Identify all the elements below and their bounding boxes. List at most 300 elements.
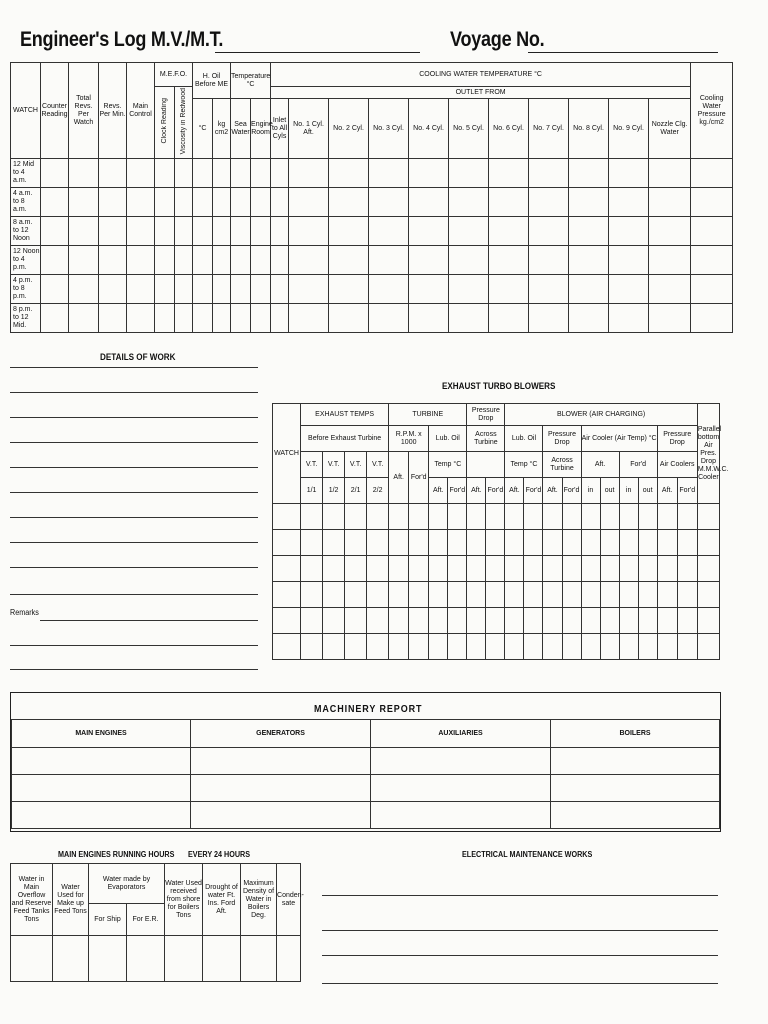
turbo-cell[interactable] [619, 556, 638, 582]
log-cell[interactable] [409, 159, 449, 188]
turbo-cell[interactable] [467, 556, 486, 582]
turbo-cell[interactable] [657, 556, 677, 582]
turbo-cell[interactable] [619, 530, 638, 556]
turbo-cell[interactable] [273, 530, 301, 556]
log-cell[interactable] [155, 275, 175, 304]
turbo-cell[interactable] [638, 504, 657, 530]
turbo-cell[interactable] [677, 634, 697, 660]
log-cell[interactable] [231, 304, 251, 333]
turbo-cell[interactable] [345, 556, 367, 582]
log-cell[interactable] [193, 275, 213, 304]
turbo-cell[interactable] [323, 634, 345, 660]
details-line[interactable] [10, 517, 258, 518]
details-line[interactable] [10, 542, 258, 543]
turbo-cell[interactable] [367, 556, 389, 582]
log-cell[interactable] [409, 275, 449, 304]
turbo-cell[interactable] [448, 608, 467, 634]
log-cell[interactable] [569, 304, 609, 333]
log-cell[interactable] [529, 246, 569, 275]
log-cell[interactable] [213, 217, 231, 246]
log-cell[interactable] [529, 304, 569, 333]
turbo-cell[interactable] [367, 530, 389, 556]
turbo-cell[interactable] [677, 530, 697, 556]
turbo-cell[interactable] [345, 582, 367, 608]
log-cell[interactable] [649, 246, 691, 275]
turbo-cell[interactable] [273, 504, 301, 530]
turbo-cell[interactable] [429, 608, 448, 634]
log-cell[interactable] [569, 217, 609, 246]
log-cell[interactable] [289, 246, 329, 275]
log-cell[interactable] [251, 275, 271, 304]
log-cell[interactable] [231, 217, 251, 246]
log-cell[interactable] [609, 304, 649, 333]
machinery-cell[interactable] [371, 748, 551, 775]
log-cell[interactable] [271, 188, 289, 217]
log-cell[interactable] [99, 304, 127, 333]
log-cell[interactable] [127, 159, 155, 188]
turbo-cell[interactable] [543, 634, 562, 660]
log-cell[interactable] [231, 246, 251, 275]
log-cell[interactable] [41, 217, 69, 246]
turbo-cell[interactable] [697, 582, 719, 608]
log-cell[interactable] [609, 246, 649, 275]
log-cell[interactable] [213, 159, 231, 188]
turbo-cell[interactable] [657, 582, 677, 608]
log-cell[interactable] [609, 159, 649, 188]
log-cell[interactable] [409, 188, 449, 217]
log-cell[interactable] [155, 217, 175, 246]
turbo-cell[interactable] [273, 582, 301, 608]
details-line[interactable] [10, 417, 258, 418]
log-cell[interactable] [649, 188, 691, 217]
water-cell[interactable] [277, 936, 301, 982]
log-cell[interactable] [155, 188, 175, 217]
turbo-cell[interactable] [273, 556, 301, 582]
turbo-cell[interactable] [677, 608, 697, 634]
details-line[interactable] [10, 645, 258, 646]
log-cell[interactable] [449, 159, 489, 188]
details-line[interactable] [40, 620, 258, 621]
turbo-cell[interactable] [467, 582, 486, 608]
log-cell[interactable] [449, 217, 489, 246]
turbo-cell[interactable] [448, 582, 467, 608]
water-cell[interactable] [89, 936, 127, 982]
log-cell[interactable] [449, 188, 489, 217]
water-cell[interactable] [11, 936, 53, 982]
turbo-cell[interactable] [367, 504, 389, 530]
turbo-cell[interactable] [657, 504, 677, 530]
turbo-cell[interactable] [677, 582, 697, 608]
turbo-cell[interactable] [486, 608, 505, 634]
water-cell[interactable] [241, 936, 277, 982]
turbo-cell[interactable] [562, 582, 581, 608]
log-cell[interactable] [271, 304, 289, 333]
log-cell[interactable] [569, 159, 609, 188]
log-cell[interactable] [127, 188, 155, 217]
details-line[interactable] [10, 392, 258, 393]
turbo-cell[interactable] [409, 608, 429, 634]
log-cell[interactable] [41, 159, 69, 188]
log-cell[interactable] [489, 304, 529, 333]
log-cell[interactable] [155, 304, 175, 333]
turbo-cell[interactable] [467, 634, 486, 660]
turbo-cell[interactable] [345, 504, 367, 530]
log-cell[interactable] [289, 275, 329, 304]
log-cell[interactable] [489, 275, 529, 304]
turbo-cell[interactable] [486, 556, 505, 582]
turbo-cell[interactable] [273, 634, 301, 660]
log-cell[interactable] [251, 159, 271, 188]
log-cell[interactable] [409, 246, 449, 275]
voyage-number-field[interactable] [528, 52, 718, 53]
log-cell[interactable] [193, 217, 213, 246]
log-cell[interactable] [289, 304, 329, 333]
turbo-cell[interactable] [301, 608, 323, 634]
turbo-cell[interactable] [581, 504, 600, 530]
turbo-cell[interactable] [562, 556, 581, 582]
turbo-cell[interactable] [697, 504, 719, 530]
log-cell[interactable] [69, 304, 99, 333]
log-cell[interactable] [529, 275, 569, 304]
turbo-cell[interactable] [409, 530, 429, 556]
turbo-cell[interactable] [619, 504, 638, 530]
turbo-cell[interactable] [524, 582, 543, 608]
details-line[interactable] [10, 367, 258, 368]
log-cell[interactable] [691, 304, 733, 333]
log-cell[interactable] [569, 246, 609, 275]
turbo-cell[interactable] [638, 582, 657, 608]
log-cell[interactable] [69, 217, 99, 246]
turbo-cell[interactable] [301, 504, 323, 530]
turbo-cell[interactable] [581, 556, 600, 582]
electrical-line[interactable] [322, 955, 718, 956]
turbo-cell[interactable] [562, 504, 581, 530]
turbo-cell[interactable] [677, 556, 697, 582]
turbo-cell[interactable] [505, 530, 524, 556]
machinery-cell[interactable] [12, 802, 191, 829]
log-cell[interactable] [231, 188, 251, 217]
turbo-cell[interactable] [581, 530, 600, 556]
log-cell[interactable] [127, 304, 155, 333]
turbo-cell[interactable] [323, 504, 345, 530]
machinery-cell[interactable] [371, 802, 551, 829]
log-cell[interactable] [489, 246, 529, 275]
log-cell[interactable] [369, 246, 409, 275]
turbo-cell[interactable] [301, 582, 323, 608]
turbo-cell[interactable] [323, 530, 345, 556]
log-cell[interactable] [127, 246, 155, 275]
turbo-cell[interactable] [600, 530, 619, 556]
log-cell[interactable] [271, 246, 289, 275]
details-line[interactable] [10, 594, 258, 595]
details-line[interactable] [10, 492, 258, 493]
log-cell[interactable] [175, 217, 193, 246]
log-cell[interactable] [175, 188, 193, 217]
log-cell[interactable] [41, 188, 69, 217]
log-cell[interactable] [489, 159, 529, 188]
log-cell[interactable] [251, 217, 271, 246]
log-cell[interactable] [369, 188, 409, 217]
turbo-cell[interactable] [467, 504, 486, 530]
turbo-cell[interactable] [429, 582, 448, 608]
log-cell[interactable] [213, 304, 231, 333]
log-cell[interactable] [193, 159, 213, 188]
log-cell[interactable] [329, 217, 369, 246]
log-cell[interactable] [609, 188, 649, 217]
turbo-cell[interactable] [524, 608, 543, 634]
log-cell[interactable] [691, 217, 733, 246]
log-cell[interactable] [489, 188, 529, 217]
log-cell[interactable] [649, 159, 691, 188]
machinery-cell[interactable] [551, 748, 720, 775]
turbo-cell[interactable] [697, 530, 719, 556]
log-cell[interactable] [449, 304, 489, 333]
machinery-cell[interactable] [191, 802, 371, 829]
details-line[interactable] [10, 467, 258, 468]
log-cell[interactable] [289, 159, 329, 188]
log-cell[interactable] [329, 188, 369, 217]
water-cell[interactable] [203, 936, 241, 982]
turbo-cell[interactable] [301, 634, 323, 660]
turbo-cell[interactable] [486, 504, 505, 530]
turbo-cell[interactable] [505, 634, 524, 660]
log-cell[interactable] [449, 275, 489, 304]
turbo-cell[interactable] [389, 504, 409, 530]
details-line[interactable] [10, 669, 258, 670]
turbo-cell[interactable] [638, 634, 657, 660]
log-cell[interactable] [271, 275, 289, 304]
log-cell[interactable] [41, 304, 69, 333]
log-cell[interactable] [289, 188, 329, 217]
log-cell[interactable] [271, 159, 289, 188]
turbo-cell[interactable] [524, 634, 543, 660]
details-line[interactable] [10, 567, 258, 568]
log-cell[interactable] [175, 275, 193, 304]
turbo-cell[interactable] [505, 556, 524, 582]
log-cell[interactable] [193, 188, 213, 217]
turbo-cell[interactable] [562, 608, 581, 634]
log-cell[interactable] [99, 217, 127, 246]
machinery-cell[interactable] [551, 802, 720, 829]
log-cell[interactable] [231, 275, 251, 304]
log-cell[interactable] [175, 246, 193, 275]
log-cell[interactable] [691, 246, 733, 275]
turbo-cell[interactable] [524, 530, 543, 556]
turbo-cell[interactable] [409, 504, 429, 530]
log-cell[interactable] [289, 217, 329, 246]
log-cell[interactable] [569, 188, 609, 217]
electrical-line[interactable] [322, 895, 718, 896]
turbo-cell[interactable] [448, 504, 467, 530]
turbo-cell[interactable] [619, 608, 638, 634]
machinery-cell[interactable] [551, 775, 720, 802]
log-cell[interactable] [489, 217, 529, 246]
log-cell[interactable] [609, 275, 649, 304]
turbo-cell[interactable] [600, 634, 619, 660]
turbo-cell[interactable] [562, 634, 581, 660]
details-line[interactable] [10, 442, 258, 443]
turbo-cell[interactable] [505, 608, 524, 634]
log-cell[interactable] [449, 246, 489, 275]
turbo-cell[interactable] [677, 504, 697, 530]
log-cell[interactable] [409, 304, 449, 333]
log-cell[interactable] [213, 275, 231, 304]
log-cell[interactable] [649, 217, 691, 246]
machinery-cell[interactable] [191, 748, 371, 775]
turbo-cell[interactable] [367, 608, 389, 634]
machinery-cell[interactable] [371, 775, 551, 802]
log-cell[interactable] [251, 246, 271, 275]
turbo-cell[interactable] [448, 556, 467, 582]
log-cell[interactable] [41, 246, 69, 275]
log-cell[interactable] [529, 217, 569, 246]
log-cell[interactable] [127, 217, 155, 246]
turbo-cell[interactable] [581, 608, 600, 634]
turbo-cell[interactable] [389, 582, 409, 608]
log-cell[interactable] [155, 159, 175, 188]
turbo-cell[interactable] [467, 530, 486, 556]
machinery-cell[interactable] [191, 775, 371, 802]
log-cell[interactable] [691, 188, 733, 217]
turbo-cell[interactable] [657, 634, 677, 660]
log-cell[interactable] [69, 159, 99, 188]
turbo-cell[interactable] [486, 530, 505, 556]
machinery-cell[interactable] [12, 775, 191, 802]
log-cell[interactable] [41, 275, 69, 304]
turbo-cell[interactable] [562, 530, 581, 556]
turbo-cell[interactable] [389, 556, 409, 582]
turbo-cell[interactable] [429, 530, 448, 556]
turbo-cell[interactable] [467, 608, 486, 634]
turbo-cell[interactable] [389, 634, 409, 660]
log-cell[interactable] [69, 246, 99, 275]
turbo-cell[interactable] [638, 608, 657, 634]
log-cell[interactable] [369, 304, 409, 333]
electrical-line[interactable] [322, 983, 718, 984]
log-cell[interactable] [127, 275, 155, 304]
turbo-cell[interactable] [657, 608, 677, 634]
log-cell[interactable] [99, 188, 127, 217]
log-cell[interactable] [409, 217, 449, 246]
log-cell[interactable] [369, 275, 409, 304]
electrical-line[interactable] [322, 930, 718, 931]
turbo-cell[interactable] [619, 634, 638, 660]
log-cell[interactable] [369, 217, 409, 246]
water-cell[interactable] [165, 936, 203, 982]
turbo-cell[interactable] [543, 608, 562, 634]
turbo-cell[interactable] [486, 582, 505, 608]
log-cell[interactable] [649, 275, 691, 304]
log-cell[interactable] [175, 159, 193, 188]
turbo-cell[interactable] [600, 504, 619, 530]
log-cell[interactable] [193, 304, 213, 333]
log-cell[interactable] [329, 275, 369, 304]
turbo-cell[interactable] [448, 530, 467, 556]
turbo-cell[interactable] [389, 608, 409, 634]
turbo-cell[interactable] [524, 504, 543, 530]
turbo-cell[interactable] [657, 530, 677, 556]
turbo-cell[interactable] [367, 634, 389, 660]
turbo-cell[interactable] [697, 556, 719, 582]
log-cell[interactable] [99, 275, 127, 304]
turbo-cell[interactable] [389, 530, 409, 556]
turbo-cell[interactable] [543, 556, 562, 582]
log-cell[interactable] [329, 304, 369, 333]
turbo-cell[interactable] [697, 608, 719, 634]
turbo-cell[interactable] [345, 608, 367, 634]
log-cell[interactable] [231, 159, 251, 188]
log-cell[interactable] [649, 304, 691, 333]
turbo-cell[interactable] [323, 582, 345, 608]
turbo-cell[interactable] [486, 634, 505, 660]
turbo-cell[interactable] [600, 556, 619, 582]
turbo-cell[interactable] [638, 530, 657, 556]
turbo-cell[interactable] [409, 556, 429, 582]
vessel-name-field[interactable] [215, 52, 420, 53]
log-cell[interactable] [329, 159, 369, 188]
log-cell[interactable] [99, 159, 127, 188]
turbo-cell[interactable] [429, 556, 448, 582]
turbo-cell[interactable] [600, 582, 619, 608]
log-cell[interactable] [529, 159, 569, 188]
log-cell[interactable] [213, 246, 231, 275]
turbo-cell[interactable] [345, 634, 367, 660]
log-cell[interactable] [251, 188, 271, 217]
turbo-cell[interactable] [345, 530, 367, 556]
turbo-cell[interactable] [448, 634, 467, 660]
log-cell[interactable] [691, 159, 733, 188]
turbo-cell[interactable] [301, 556, 323, 582]
turbo-cell[interactable] [638, 556, 657, 582]
turbo-cell[interactable] [273, 608, 301, 634]
log-cell[interactable] [155, 246, 175, 275]
log-cell[interactable] [69, 275, 99, 304]
log-cell[interactable] [329, 246, 369, 275]
turbo-cell[interactable] [367, 582, 389, 608]
turbo-cell[interactable] [543, 530, 562, 556]
turbo-cell[interactable] [505, 504, 524, 530]
turbo-cell[interactable] [543, 582, 562, 608]
log-cell[interactable] [691, 275, 733, 304]
log-cell[interactable] [175, 304, 193, 333]
turbo-cell[interactable] [619, 582, 638, 608]
turbo-cell[interactable] [524, 556, 543, 582]
turbo-cell[interactable] [301, 530, 323, 556]
machinery-cell[interactable] [12, 748, 191, 775]
turbo-cell[interactable] [505, 582, 524, 608]
log-cell[interactable] [251, 304, 271, 333]
turbo-cell[interactable] [429, 634, 448, 660]
turbo-cell[interactable] [600, 608, 619, 634]
log-cell[interactable] [213, 188, 231, 217]
log-cell[interactable] [69, 188, 99, 217]
turbo-cell[interactable] [409, 634, 429, 660]
turbo-cell[interactable] [409, 582, 429, 608]
turbo-cell[interactable] [697, 634, 719, 660]
log-cell[interactable] [99, 246, 127, 275]
water-cell[interactable] [53, 936, 89, 982]
log-cell[interactable] [529, 188, 569, 217]
turbo-cell[interactable] [323, 556, 345, 582]
turbo-cell[interactable] [581, 634, 600, 660]
turbo-cell[interactable] [323, 608, 345, 634]
water-cell[interactable] [127, 936, 165, 982]
turbo-cell[interactable] [581, 582, 600, 608]
turbo-cell[interactable] [543, 504, 562, 530]
log-cell[interactable] [193, 246, 213, 275]
log-cell[interactable] [609, 217, 649, 246]
log-cell[interactable] [369, 159, 409, 188]
